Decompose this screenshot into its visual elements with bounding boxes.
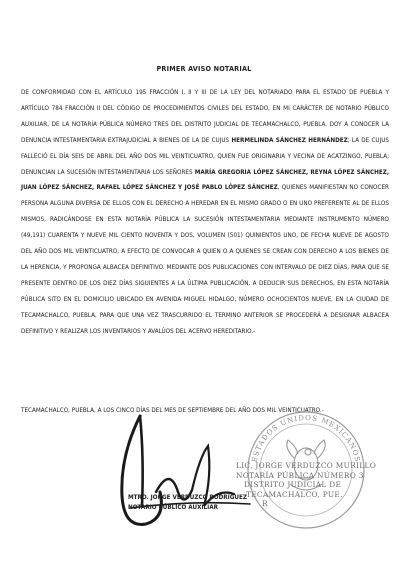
- notice-body: [21, 85, 389, 340]
- stamp-line: LIC. JORGE VERDUZCO MURILLO: [236, 461, 377, 470]
- stamp-line: DISTRITO JUDICIAL DE: [244, 480, 342, 490]
- seal-arc-text: ESTADOS UNIDOS MEXICANOS: [250, 413, 362, 464]
- notice-title: PRIMER AVISO NOTARIAL: [156, 64, 252, 73]
- body-text-part-2: ; LA DE CUJUS FALLECIÓ EL DÍA SEIS DE ABRIL DEL AÑO DOS MIL VEINTICUATRO, QUIEN FUE ORIGINARIA Y VECINA DE ACATZINGO, PUEBLA; DENUNCIAN LA SUCESIÓN INTESTAMENTARIA LOS SEÑORES: [21, 136, 389, 176]
- decedent-name: HERMELINDA SÁNCHEZ HERNÁNDEZ: [231, 136, 348, 144]
- heirs-names: MARÍA GREGORIA LÓPEZ SÁNCHEZ, REYNA LÓPEZ SÁNCHEZ, JUAN LÓPEZ SÁNCHEZ, RAFAEL LÓPEZ SÁNCHEZ Y JOSÉ PABLO LÓPEZ SÁNCHEZ: [21, 168, 389, 192]
- stamp-line: TECAMACHALCO, PUE.: [246, 489, 343, 499]
- stamp-line: R: [262, 499, 268, 509]
- signatory-block: [128, 493, 247, 513]
- signatory-name: MTRO. JORGE VERDUZCO RODRÍGUEZ: [128, 494, 247, 501]
- body-text-part-3: , QUIENES MANIFIESTAN NO CONOCER PERSONA ALGUNA DIVERSA DE ELLOS CON EL DERECHO A HEREDAR EN EL MISMO GRADO O EN UNO PREFERENTE AL DE ELLOS MISMOS, RADICÁNDOSE EN ESTA NOTARÍA PÚBLICA LA SUCESIÓN INTESTAMENTARIA MEDIANTE INSTRUMENTO NÚMERO (49,191) CUARENTA Y NUEVE MIL CIENTO NOVENTA Y DOS, VOLUMEN (501) QUINIENTOS UNO, DE FECHA NUEVE DE AGOSTO DEL AÑO DOS MIL VEINTICUATRO, A EFECTO DE CONVOCAR A QUIEN O A QUIENES SE CREAN CON DERECHO A LOS BIENES DE LA HERENCIA, Y PROPONGA ALBACEA DEFINITIVO. MEDIANTE DOS PUBLICACIONES CON INTERVALO DE DIEZ DÍAS, PARA QUE SE PRESENTE DENTRO DE LOS DIEZ DÍAS SIGUIENTES A LA ÚLTIMA PUBLICACIÓN, A DEDUCIR SUS DERECHOS, EN ESTA NOTARÍA PÚBLICA SITO EN EL DOMICILIO UBICADO EN AVENIDA MIGUEL HIDALGO, NÚMERO OCHOCIENTOS NUEVE, EN LA CIUDAD DE TECAMACHALCO, PUEBLA, PARA QUE UNA VEZ TRASCURRIDO EL TERMINO ANTERIOR SE PROCEDERÁ A DESIGNAR ALBACEA DEFINITIVO Y REALIZAR LOS INVENTARIOS Y AVALÚOS DEL ACERVO HEREDITARIO.-: [21, 184, 389, 335]
- stamp-line: NOTARÍA PÚBLICA NÚMERO 3: [236, 470, 364, 480]
- place-and-date: TECAMACHALCO, PUEBLA, A LOS CINCO DÍAS DEL MES DE SEPTIEMBRE DEL AÑO DOS MIL VEINTICUATRO.-: [21, 407, 324, 414]
- body-text-part-1: DE CONFORMIDAD CON EL ARTÍCULO 195 FRACCIÓN I, II Y III DE LA LEY DEL NOTARIADO PARA EL ESTADO DE PUEBLA Y ARTÍCULO 784 FRACCIÓN II DEL CÓDIGO DE PROCEDIMIENTOS CIVILES DEL ESTADO, EN MI CARÁCTER DE NOTARIO PÚBLICO AUXILIAR, DE LA NOTARÍA PÚBLICA NÚMERO TRES DEL DISTRITO JUDICIAL DE TECAMACHALCO, PUEBLA. DOY A CONOCER LA DENUNCIA INTESTAMENTARIA EXTRAJUDICIAL A BIENES DE LA DE CUJUS: [21, 89, 389, 144]
- notary-stamp-text: [236, 461, 376, 509]
- signatory-role: NOTARIO PÚBLICO AUXILIAR: [128, 504, 219, 511]
